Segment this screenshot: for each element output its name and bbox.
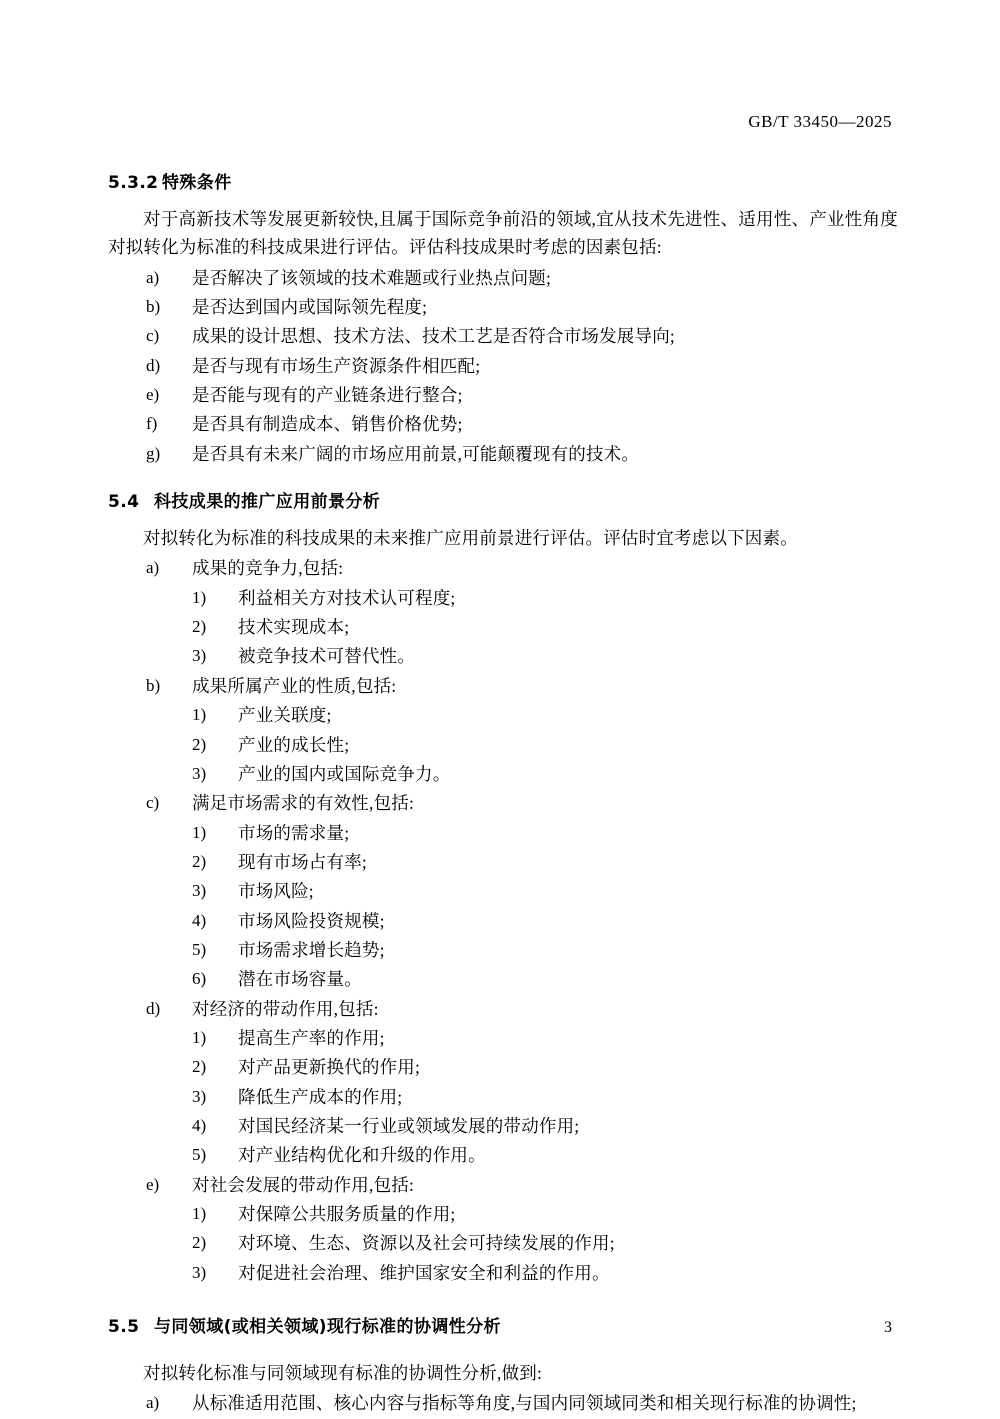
section-title: 科技成果的推广应用前景分析 (154, 492, 381, 513)
list-text: 满足市场需求的有效性,包括: (192, 793, 415, 814)
list-text: 对促进社会治理、维护国家安全和利益的作用。 (238, 1262, 610, 1283)
list-item (108, 848, 898, 876)
list-marker: a) (146, 1393, 160, 1413)
section-title: 特殊条件 (162, 173, 232, 193)
list-marker: 4) (192, 910, 207, 930)
list-item (108, 907, 898, 935)
list-text: 产业关联度; (238, 705, 332, 726)
list-group (108, 672, 898, 788)
spacer (108, 1288, 898, 1312)
list-item (108, 352, 898, 380)
list-marker: 1) (192, 822, 207, 842)
list-level-1 (108, 1389, 898, 1417)
list-text: 对产业结构优化和升级的作用。 (238, 1145, 486, 1166)
list-item (108, 264, 898, 292)
list-group (108, 789, 898, 993)
list-marker: 6) (192, 969, 207, 989)
list-item (108, 584, 898, 612)
list-item (108, 731, 898, 759)
list-level-1 (108, 1171, 898, 1199)
list-item (108, 1200, 898, 1228)
list-item (108, 1259, 898, 1287)
list-group (108, 554, 898, 670)
list-marker: 3) (192, 1262, 207, 1282)
list-text: 是否达到国内或国际领先程度; (192, 297, 428, 318)
list-level-1 (108, 554, 898, 582)
list-text: 对社会发展的带动作用,包括: (192, 1174, 415, 1195)
section-heading (108, 168, 898, 193)
list-text: 是否解决了该领域的技术难题或行业热点问题; (192, 267, 552, 288)
list-text: 对国民经济某一行业或领域发展的带动作用; (238, 1115, 580, 1136)
list-item (108, 877, 898, 905)
list-text: 市场需求增长趋势; (238, 939, 385, 960)
list-level-1 (108, 995, 898, 1023)
list-marker: b) (146, 297, 161, 317)
list-marker: 2) (192, 1057, 207, 1077)
list-text: 是否具有制造成本、销售价格优势; (192, 414, 463, 435)
list-marker: 1) (192, 1204, 207, 1223)
list-item (108, 760, 898, 788)
section-5-3-2 (108, 168, 898, 468)
section-5-4 (108, 487, 898, 1287)
list-marker: e) (146, 385, 160, 405)
list-text: 被竞争技术可替代性。 (238, 646, 415, 667)
list-marker: 4) (192, 1115, 207, 1135)
section-heading (108, 1312, 898, 1337)
list-item (108, 1141, 898, 1169)
list-marker: 5) (192, 1145, 207, 1165)
list-marker: 3) (192, 646, 207, 666)
list-text: 是否具有未来广阔的市场应用前景,可能颠覆现有的技术。 (192, 443, 640, 464)
list-item (108, 554, 898, 582)
list-item (108, 672, 898, 700)
section-number: 5.4 (108, 492, 140, 513)
list-text: 产业的成长性; (238, 734, 350, 755)
list-group (108, 995, 898, 1170)
paragraph: 对于高新技术等发展更新较快,且属于国际竞争前沿的领域,宜从技术先进性、适用性、产业性角度对拟转化为标准的科技成果进行评估。评估科技成果时考虑的因素包括: (108, 209, 898, 258)
paragraph: 对拟转化为标准的科技成果的未来推广应用前景进行评估。评估时宜考虑以下因素。 (143, 528, 798, 549)
list-item (108, 440, 898, 468)
list-item (108, 1171, 898, 1199)
list-text: 产业的国内或国际竞争力。 (238, 763, 451, 784)
list-text: 利益相关方对技术认可程度; (238, 587, 456, 608)
list-item (108, 613, 898, 641)
list-text: 市场风险; (238, 881, 314, 902)
list-text: 技术实现成本; (238, 617, 350, 638)
list-marker: c) (146, 793, 160, 813)
list-text: 成果的设计思想、技术方法、技术工艺是否符合市场发展导向; (192, 326, 675, 347)
document-body (108, 168, 898, 1419)
list-item (108, 1112, 898, 1140)
list-item (108, 789, 898, 817)
list-marker: 3) (192, 881, 207, 901)
list-marker: b) (146, 675, 161, 695)
list-level-2 (108, 584, 898, 671)
section-number: 5.5 (108, 1317, 140, 1338)
list-level-2 (108, 1024, 898, 1170)
list-level-1 (108, 672, 898, 700)
list-marker: a) (146, 558, 160, 578)
list-text: 提高生产率的作用; (238, 1027, 385, 1048)
list-text: 降低生产成本的作用; (238, 1086, 403, 1107)
list-item (108, 642, 898, 670)
list-item (108, 1024, 898, 1052)
list-text: 潜在市场容量。 (238, 969, 362, 990)
list-level-1 (108, 264, 898, 468)
list-item (108, 381, 898, 409)
list-marker: 2) (192, 617, 207, 637)
list-text: 从标准适用范围、核心内容与指标等角度,与国内同领域同类和相关现行标准的协调性; (192, 1393, 857, 1414)
list-marker: 2) (192, 1233, 207, 1253)
page-header (748, 112, 892, 132)
list-item (108, 965, 898, 993)
standard-number: GB/T 33450—2025 (748, 112, 892, 131)
page-number: 3 (884, 1319, 892, 1336)
spacer (108, 1349, 898, 1359)
paragraph: 对拟转化标准与同领域现有标准的协调性分析,做到: (143, 1363, 543, 1384)
list-item (108, 701, 898, 729)
list-marker: 2) (192, 734, 207, 754)
list-marker: 1) (192, 705, 207, 725)
list-text: 成果所属产业的性质,包括: (192, 675, 397, 696)
list-item (108, 410, 898, 438)
section-heading (108, 487, 898, 512)
list-item (108, 1229, 898, 1257)
list-group (108, 1171, 898, 1287)
list-text: 现有市场占有率; (238, 851, 367, 872)
list-item (108, 995, 898, 1023)
list-marker: f) (146, 414, 158, 434)
list-text: 市场的需求量; (238, 822, 350, 843)
list-text: 对经济的带动作用,包括: (192, 998, 379, 1019)
list-marker: 5) (192, 939, 207, 959)
list-level-2 (108, 1200, 898, 1287)
list-level-2 (108, 819, 898, 994)
list-text: 对产品更新换代的作用; (238, 1057, 421, 1078)
list-marker: 3) (192, 1086, 207, 1106)
list-item (108, 322, 898, 350)
list-item (108, 936, 898, 964)
list-text: 是否能与现有的产业链条进行整合; (192, 385, 463, 406)
list-marker: 3) (192, 763, 207, 783)
list-text: 成果的竞争力,包括: (192, 558, 344, 579)
section-number: 5.3.2 (108, 173, 159, 193)
list-marker: c) (146, 326, 160, 346)
list-text: 对保障公共服务质量的作用; (238, 1204, 456, 1224)
list-marker: e) (146, 1174, 160, 1194)
list-text: 对环境、生态、资源以及社会可持续发展的作用; (238, 1233, 615, 1254)
section-title: 与同领域(或相关领域)现行标准的协调性分析 (154, 1317, 501, 1338)
list-level-2 (108, 701, 898, 788)
list-marker: 1) (192, 1027, 207, 1047)
list-item (108, 1083, 898, 1111)
list-marker: a) (146, 267, 160, 287)
list-level-1 (108, 789, 898, 817)
list-marker: d) (146, 998, 161, 1018)
list-text: 是否与现有市场生产资源条件相匹配; (192, 355, 481, 376)
list-item (108, 1053, 898, 1081)
section-5-5 (108, 1312, 898, 1418)
list-marker: 1) (192, 587, 207, 607)
spacer (108, 469, 898, 487)
list-marker: 2) (192, 851, 207, 871)
list-item (108, 819, 898, 847)
list-item (108, 1389, 898, 1417)
list-item (108, 293, 898, 321)
list-marker: g) (146, 443, 161, 463)
list-marker: d) (146, 355, 161, 375)
list-text: 市场风险投资规模; (238, 910, 385, 931)
